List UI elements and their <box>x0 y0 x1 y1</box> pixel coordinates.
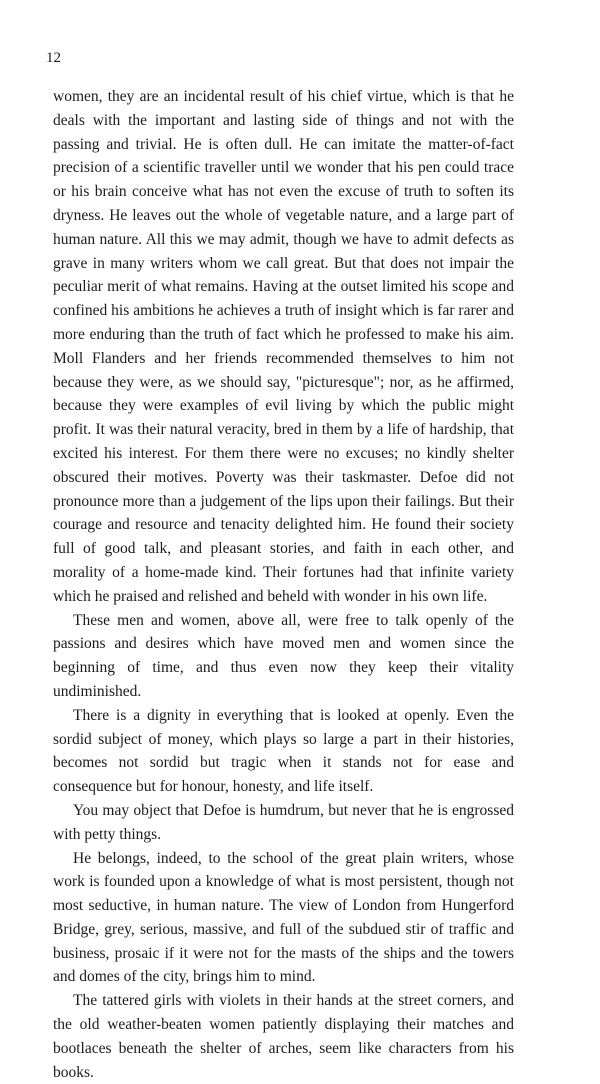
page-number: 12 <box>46 50 61 66</box>
paragraph: These men and women, above all, were free to talk openly of the passions and desires which have moved men and women since the beginning of time, and thus even now they keep their vitality undiminished. <box>53 611 514 700</box>
paragraph-continuation: women, they are an incidental result of his chief virtue, which is that he deals with the important and lasting side of things and not with the passing and trivial. He is often dull. He can imitate the matter-of-fact precision of a scientific traveller until we wonder that his pen could trace or his brain conceive what has not even the excuse of truth to soften its dryness. He leaves out the whole of vegetable nature, and a large part of human nature. All this we may admit, though we have to admit defects as grave in many writers whom we call great. But that does not impair the peculiar merit of what remains. Having at the outset limited his scope and confined his ambitions he achieves a truth of insight which is far rarer and more enduring than the truth of fact which he professed to make his aim. Moll Flanders and her friends recommended themselves to him not because they were, as we should say, "picturesque"; nor, as he affirmed, because they were examples of evil living by which the public might profit. It was their natural veracity, bred in them by a life of hardship, that excited his interest. For them there were no excuses; no kindly shelter obscured their motives. Poverty was their taskmaster. Defoe did not pronounce more than a judgement of the lips upon their failings. But their courage and resource and tenacity delighted him. He found their society full of good talk, and pleasant stories, and faith in each other, and morality of a home-made kind. Their fortunes had that infinite variety which he praised and relished and beheld with wonder in his own life. <box>53 88 514 605</box>
paragraph: He belongs, indeed, to the school of the great plain writers, whose work is founded upon a knowledge of what is most persistent, though not most seductive, in human nature. The view of London from Hungerford Bridge, grey, serious, massive, and full of the subdued stir of traffic and business, prosaic if it were not for the masts of the ships and the towers and domes of the city, brings him to mind. <box>53 849 514 986</box>
paragraph: There is a dignity in everything that is looked at openly. Even the sordid subject of money, which plays so large a part in their histories, becomes not sordid but tragic when it stands not for ease and consequence but for honour, honesty, and life itself. <box>53 706 514 796</box>
paragraph: You may object that Defoe is humdrum, but never that he is engrossed with petty things. <box>53 801 514 843</box>
paragraph: The tattered girls with violets in their hands at the street corners, and the old weather-beaten women patiently displaying their matches and bootlaces beneath the shelter of arches, seem like characters from his books. <box>53 992 514 1081</box>
body-text <box>53 85 514 1084</box>
